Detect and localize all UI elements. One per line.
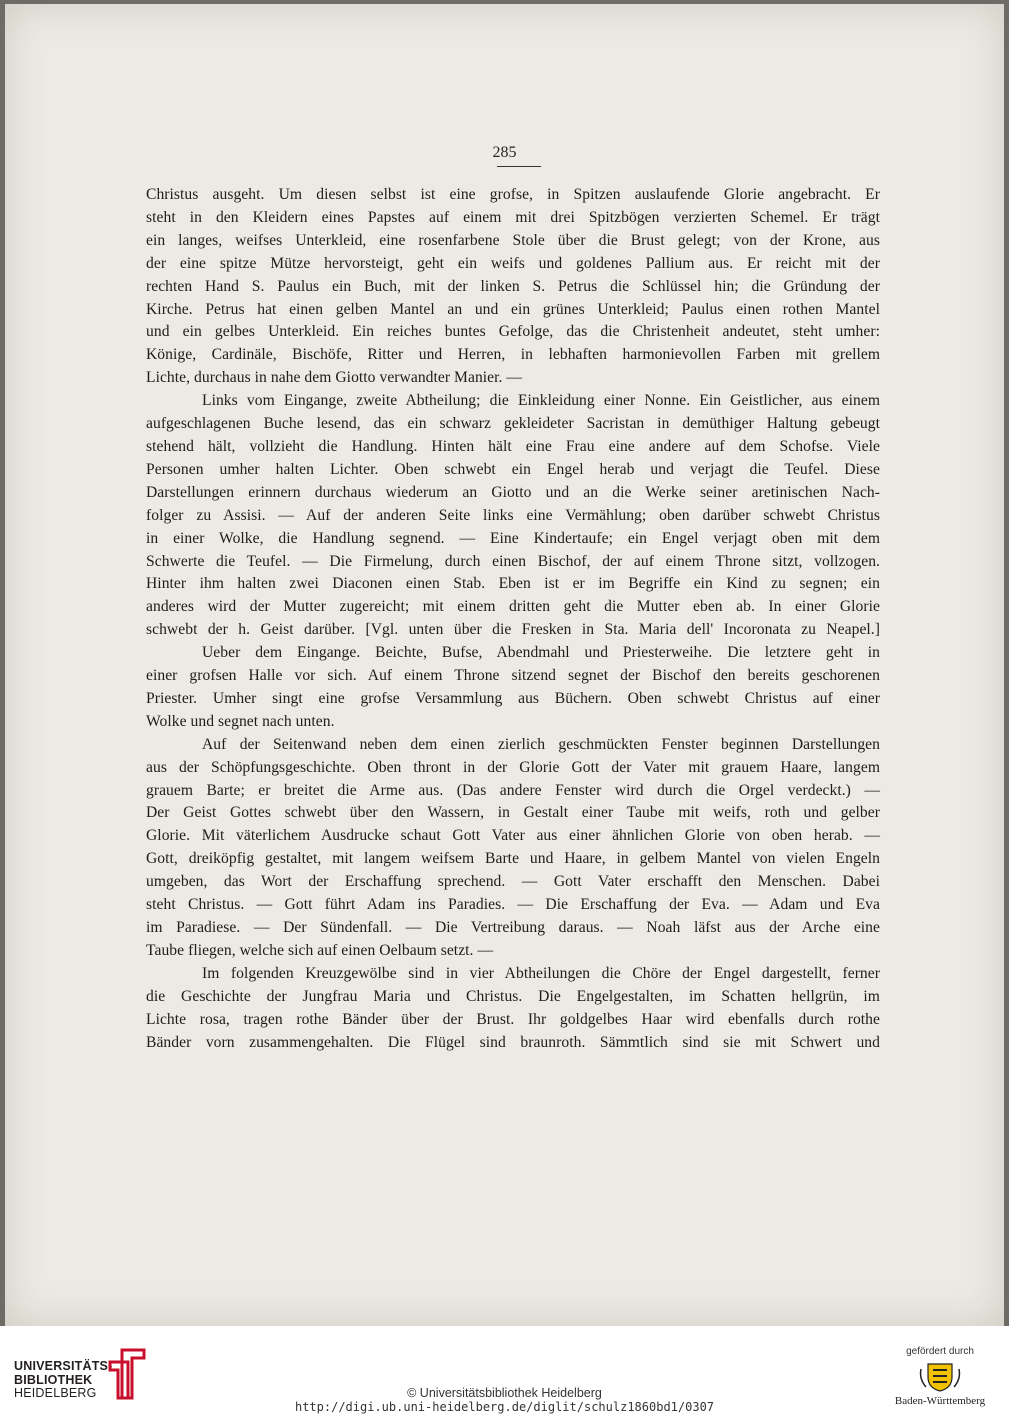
text-line: Lichte, durchaus in nahe dem Giotto verwandter Manier. — (146, 369, 523, 387)
text-line: Könige, Cardinäle, Bischöfe, Ritter und Herren, in lebhaften harmonievollen Farben mit grellem (146, 346, 880, 364)
text-line: Im folgenden Kreuzgewölbe sind in vier Abtheilungen die Chöre der Engel dargestellt, ferner (202, 964, 880, 982)
text-line: grauem Barte; er breitet die Arme aus. (Das andere Fenster wird durch die Orgel verdeckt.) — (146, 781, 880, 799)
funder-name: Baden-Württemberg (894, 1395, 986, 1407)
footer-bar (0, 1326, 1009, 1416)
text-line: und ein gelbes Unterkleid. Ein reiches buntes Gefolge, das die Christenheit andeutet, steht umher: (146, 323, 880, 341)
text-line: Bänder vorn zusammengehalten. Die Flügel sind braunroth. Sämmtlich sind sie mit Schwert und (146, 1033, 880, 1051)
text-line: in einer Wolke, die Handlung segnend. — Eine Kindertaufe; ein Engel verjagt oben mit dem (146, 529, 880, 547)
library-name-line: BIBLIOTHEK (14, 1372, 93, 1387)
library-name-line: HEIDELBERG (14, 1386, 97, 1400)
permalink-url[interactable]: http://digi.ub.uni-heidelberg.de/diglit/schulz1860bd1/0307 (294, 1400, 715, 1414)
text-line: Lichte rosa, tragen rothe Bänder über der Brust. Ihr goldgelbes Haar wird ebenfalls durch rothe (146, 1010, 880, 1028)
state-crest-icon (918, 1361, 962, 1393)
text-line: Personen umher halten Lichter. Oben schwebt ein Engel herab und verjagt die Teufel. Diese (146, 460, 880, 478)
text-line: Der Geist Gottes schwebt über den Wassern, in Gestalt einer Taube mit weifs, roth und gelber (146, 804, 880, 822)
page-number-rule (497, 166, 541, 167)
text-line: umgeben, das Wort der Erschaffung sprechend. — Gott Vater erschafft den Menschen. Dabei (146, 873, 880, 891)
text-line: aus der Schöpfungsgeschichte. Oben thront in der Glorie Gott der Vater mit grauem Haare, langem (146, 758, 880, 776)
text-line: Christus ausgeht. Um diesen selbst ist eine grofse, in Spitzen auslaufende Glorie angebracht. Er (146, 186, 880, 203)
text-line: steht Christus. — Gott führt Adam ins Paradies. — Die Erschaffung der Eva. — Adam und Eva (146, 896, 880, 914)
text-line: Gott, dreiköpfig gestaltet, mit langem weifsem Barte und Haare, in gelbem Mantel von vielen Engeln (146, 850, 880, 868)
page-number: 285 (492, 144, 517, 161)
text-line: einer grofsen Halle vor sich. Auf einem Throne sitzend segnet der Bischof den bereits geschorenen (146, 667, 880, 685)
text-line: stehend hält, vollzieht die Handlung. Hinten hält eine Frau eine andere auf dem Schofse. Viele (146, 437, 880, 455)
copyright-notice: © Universitätsbibliothek Heidelberg (407, 1386, 602, 1400)
text-line: rechten Hand S. Paulus ein Buch, mit der linken S. Petrus die Schlüssel hin; die Gründung der (146, 277, 880, 295)
text-line: Taube fliegen, welche sich auf einen Oelbaum setzt. — (146, 941, 494, 959)
text-line: folger zu Assisi. — Auf der anderen Seite links eine Vermählung; oben darüber schwebt Christus (146, 506, 880, 524)
text-line: im Paradiese. — Der Sündenfall. — Die Vertreibung daraus. — Noah läfst aus der Arche eine (146, 919, 880, 936)
text-line: Wolke und segnet nach unten. (146, 712, 335, 730)
text-line: die Geschichte der Jungfrau Maria und Christus. Die Engelgestalten, im Schatten hellgrün, im (146, 987, 880, 1005)
text-line: aufgeschlagenen Buche lesend, das ein schwarz gekleideter Sacristan in demüthiger Haltung gebeugt (146, 415, 880, 433)
text-line: Schwerte die Teufel. — Die Firmelung, durch einen Bischof, der auf einem Throne sitzt, vollzogen. (146, 552, 880, 570)
text-line: Ueber dem Eingange. Beichte, Bufse, Abendmahl und Priesterweihe. Die letztere geht in (202, 644, 880, 662)
text-line: Auf der Seitenwand neben dem einen zierlich geschmückten Fenster beginnen Darstellungen (202, 735, 880, 753)
text-line: Links vom Eingange, zweite Abtheilung; die Einkleidung einer Nonne. Ein Geistlicher, aus einem (202, 392, 880, 410)
text-line: steht in den Kleidern eines Papstes auf einem mit drei Spitzbögen verzierten Schemel. Er trägt (146, 208, 880, 226)
body-text (146, 184, 880, 1054)
funder-block (885, 1346, 995, 1407)
text-line: anderes wird der Mutter zugereicht; mit einem dritten geht die Mutter eben ab. In einer Glorie (146, 598, 880, 616)
library-name-line: UNIVERSITÄTS- (14, 1359, 113, 1373)
text-line: Glorie. Mit väterlichem Ausdrucke schaut Gott Vater aus einer ähnlichen Glorie von oben herab. — (146, 827, 880, 845)
text-line: Priester. Umher singt eine grofse Versammlung aus Büchern. Oben schwebt Christus auf einer (146, 689, 880, 707)
funded-by-label: gefördert durch (906, 1346, 974, 1357)
text-line: Hinter ihm halten zwei Diaconen einen Stab. Eben ist er im Begriffe ein Kind zu segnen; ein (146, 575, 880, 593)
text-line: Darstellungen erinnern durchaus wiederum an Giotto und an die Werke seiner aretinischen Nach- (146, 483, 880, 501)
text-line: der eine spitze Mütze hervorsteigt, geht ein weifs und goldenes Pallium aus. Er reicht mit der (146, 254, 880, 272)
text-line: Kirche. Petrus hat einen gelben Mantel an und ein grünes Unterkleid; Paulus einen rothen Mantel (146, 300, 880, 318)
text-line: schwebt der h. Geist darüber. [Vgl. unten über die Fresken in Sta. Maria dell' Incoronata zu Neapel.] (146, 621, 880, 639)
text-line: ein langes, weifses Unterkleid, eine rosenfarbene Stole über die Brust gelegt; von der Krone, aus (146, 231, 880, 249)
